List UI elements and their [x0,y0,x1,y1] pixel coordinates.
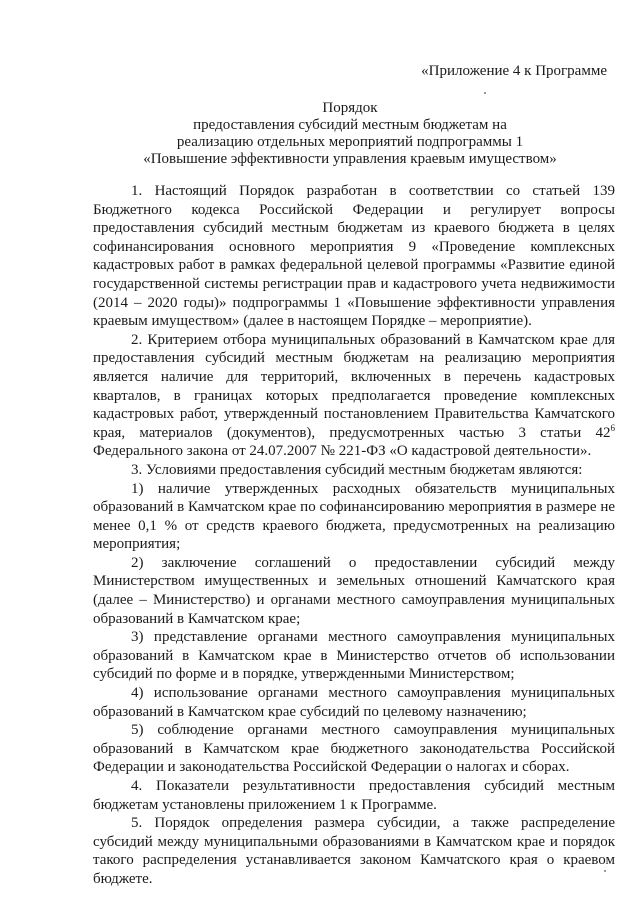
paragraph-4: 4. Показатели результативности предоставления субсидий местным бюджетам установлены приложением 1 к Программе. [93,778,615,813]
appendix-label: «Приложение 4 к Программе [421,63,607,79]
title-line-3: реализацию отдельных мероприятий подпрограммы 1 [176,134,524,150]
document-body [93,182,615,889]
title-line-1: Порядок [322,100,378,116]
condition-3: 3) представление органами местного самоуправления муниципальных образований в Камчатском крае в Министерство отчетов об использовании субсидий по форме и в порядке, утвержденными Министерством; [93,629,615,683]
paragraph-1: 1. Настоящий Порядок разработан в соответствии со статьей 139 Бюджетного кодекса Российской Федерации и регулирует вопросы предоставления субсидий местным бюджетам из краевого бюджета в целях софинансирования основного мероприятия 9 «Проведение комплексных кадастровых работ в рамках федеральной целевой программы «Развитие единой государственной системы регистрации прав и кадастрового учета недвижимости (2014 – 2020 годы)» подпрограммы 1 «Повышение эффективности управления краевым имуществом» (далее в настоящем Порядке – мероприятие). [93,183,615,330]
title-line-2: предоставления субсидий местным бюджетам на [193,117,507,133]
paragraph-2-text-end: Федерального закона от 24.07.2007 № 221-ФЗ «О кадастровой деятельности». [93,443,592,460]
condition-5: 5) соблюдение органами местного самоуправления муниципальных образований в Камчатском крае бюджетного законодательства Российской Федерации и законодательства Российской Федерации о налогах и сборах. [93,722,615,776]
paragraph-2-text: 2. Критерием отбора муниципальных образований в Камчатском крае для предоставления субсидий местным бюджетам на реализацию мероприятия является наличие для территорий, включенных в перечень кадастровых кварталов, в границах которых предполагается проведение комплексных кадастровых работ, утвержденный постановлением Правительства Камчатского края, материалов (документов), предусмотренных частью 3 статьи 42 [93,331,615,441]
condition-1: 1) наличие утвержденных расходных обязательств муниципальных образований в Камчатском крае по софинансированию мероприятия в размере не менее 0,1 % от средств краевого бюджета, предусмотренных на реализацию мероприятия; [93,480,615,553]
scan-speck [604,870,606,872]
article-superscript: 6 [610,422,615,433]
document-title [60,100,640,168]
paragraph-5: 5. Порядок определения размера субсидии, а также распределение субсидий между муниципальными образованиями в Камчатском крае и порядок такого распределения устанавливается законом Камчатского края о краевом бюджете. [93,815,615,887]
paragraph-2 [93,331,615,461]
scan-speck [484,92,486,94]
title-line-4: «Повышение эффективности управления краевым имуществом» [143,151,557,167]
condition-4: 4) использование органами местного самоуправления муниципальных образований в Камчатском крае субсидий по целевому назначению; [93,685,615,720]
paragraph-3: 3. Условиями предоставления субсидий местным бюджетам являются: [131,461,583,478]
condition-2: 2) заключение соглашений о предоставлении субсидий между Министерством имущественных и земельных отношений Камчатского края (далее – Министерство) и органами местного самоуправления муниципальных образований в Камчатском крае; [93,554,615,627]
